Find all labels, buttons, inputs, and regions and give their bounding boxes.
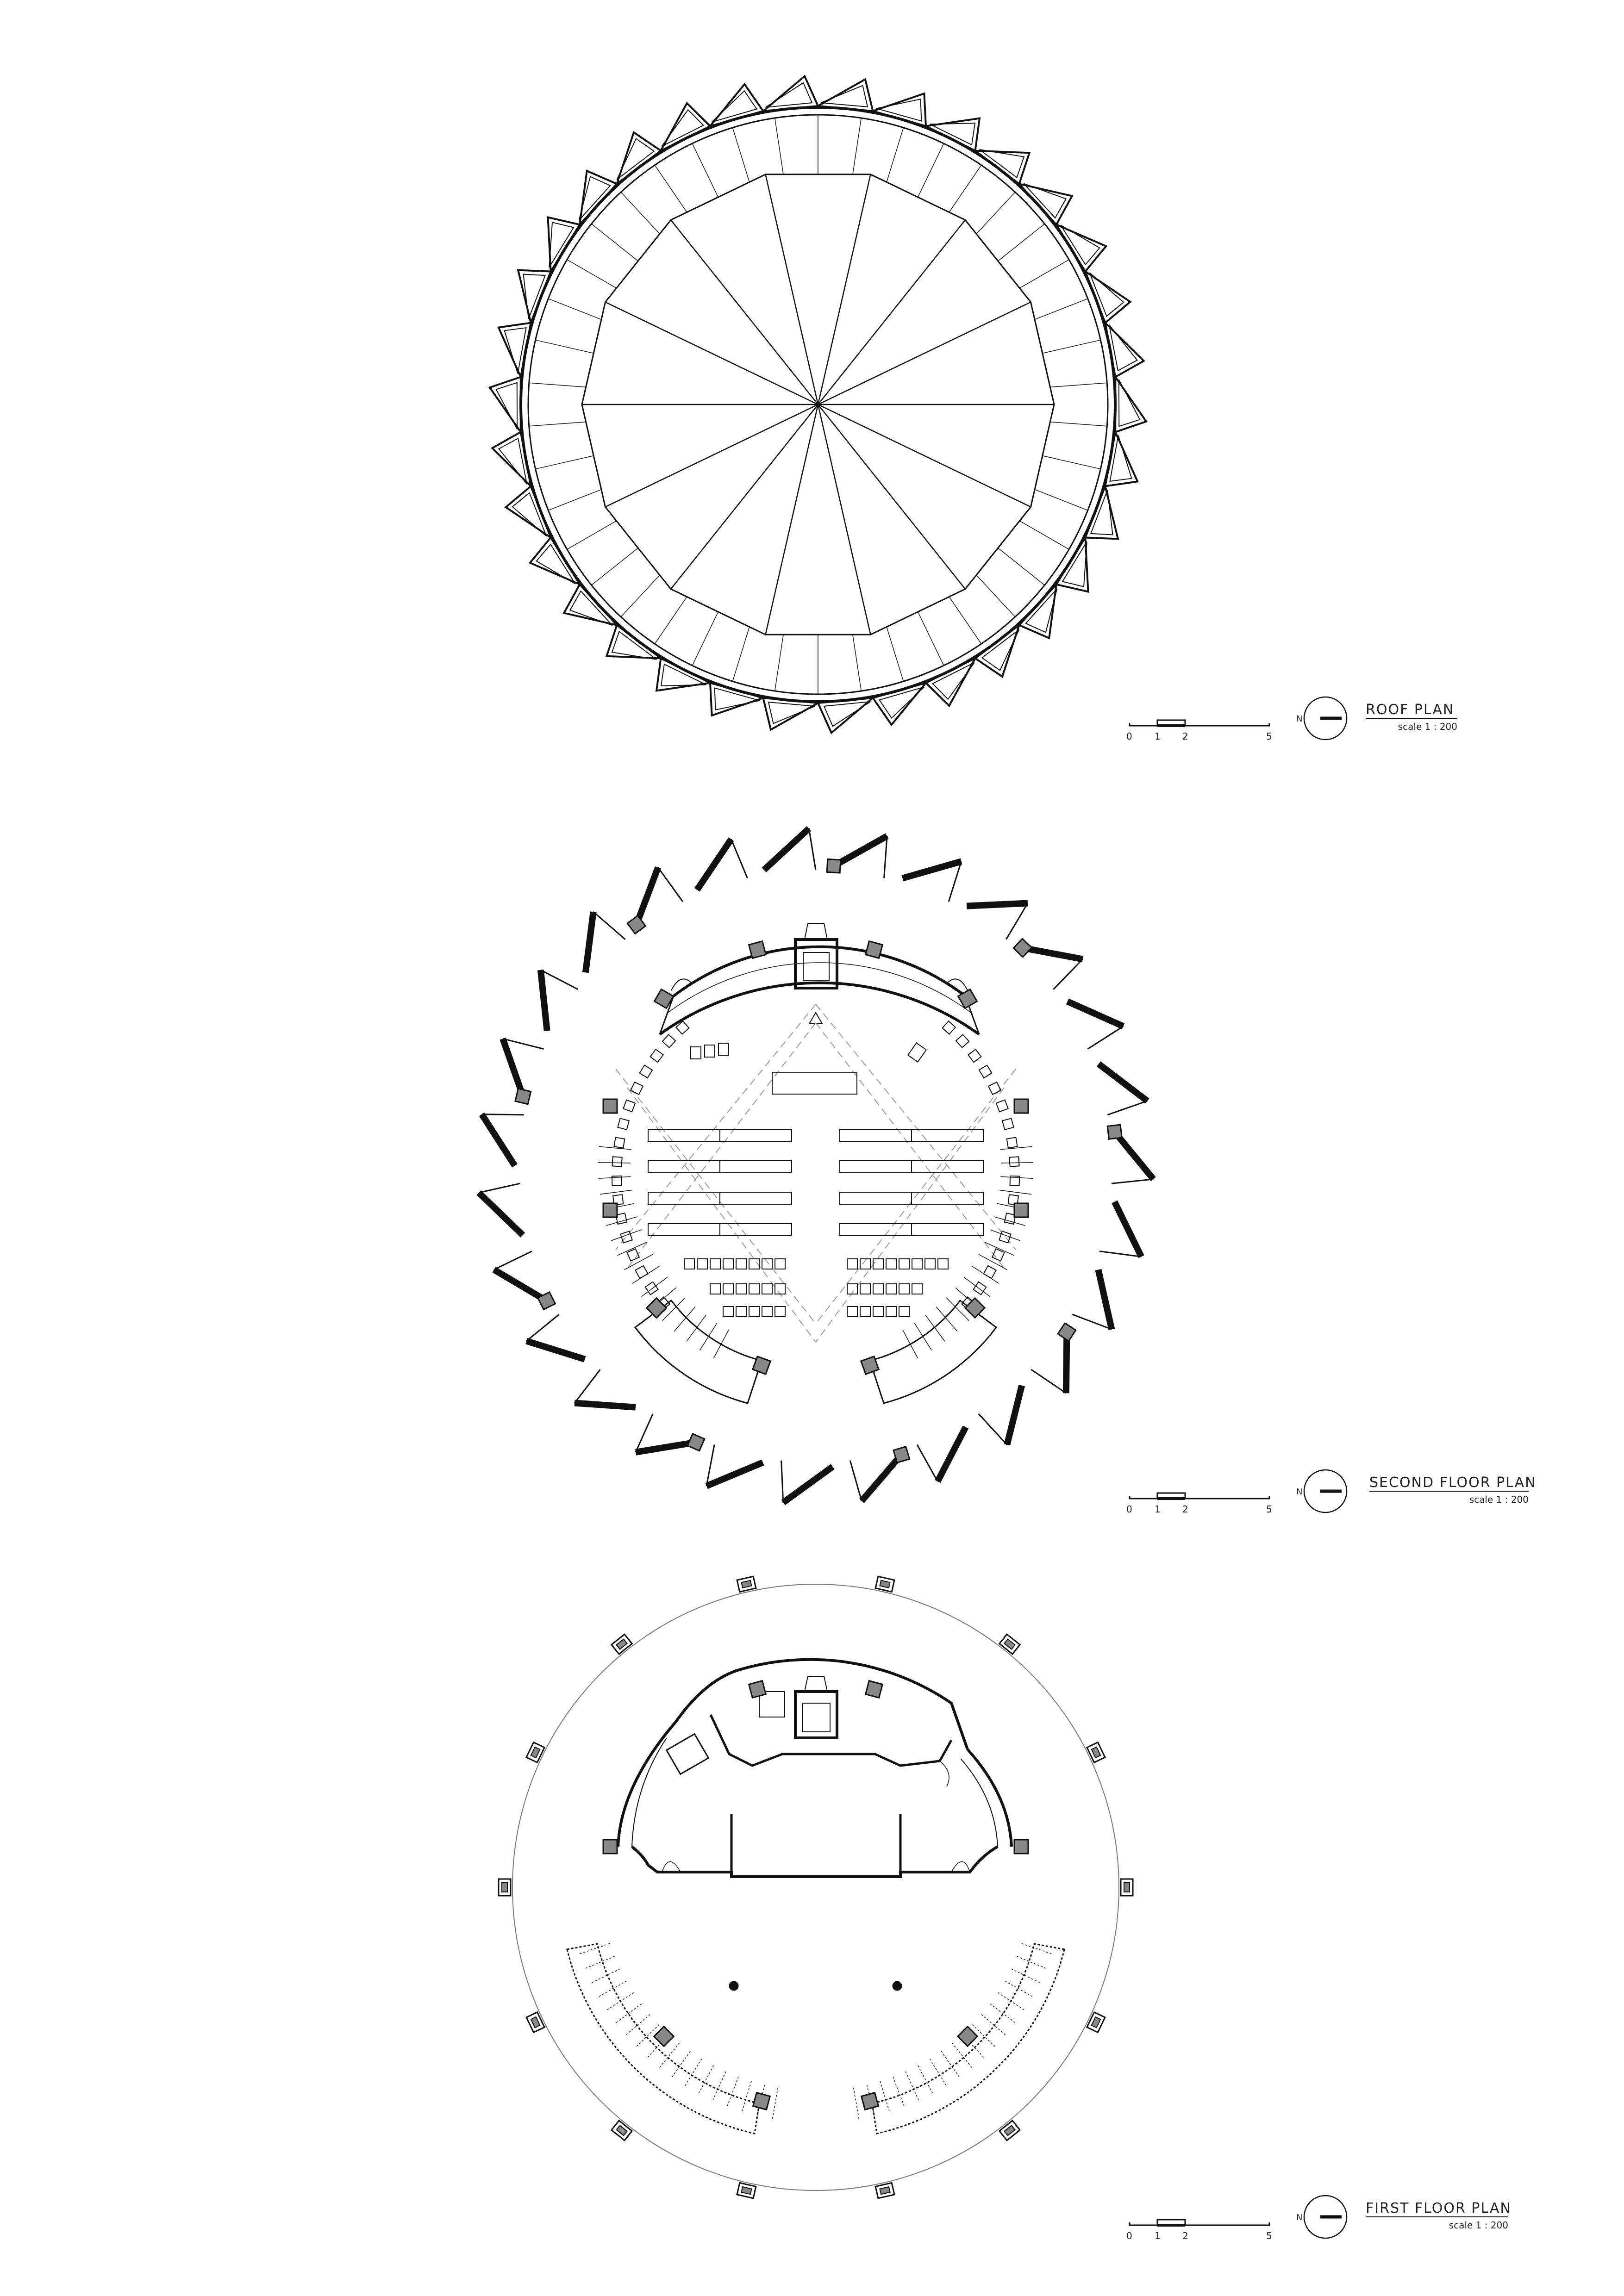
seat (860, 1284, 870, 1294)
column (603, 1840, 617, 1854)
facade-inner-line (1120, 1138, 1148, 1172)
stair-tread (672, 2051, 690, 2078)
roof-rim-division (775, 635, 783, 691)
perimeter-seat (1009, 1157, 1019, 1166)
roof-ridge (818, 404, 1031, 507)
scale-tick-1: 1 (1155, 2230, 1161, 2241)
facade-return (884, 836, 887, 878)
facade-inner-line (701, 846, 726, 884)
roof-rim-division (949, 597, 981, 644)
stair-tread (990, 1230, 1020, 1241)
seat (899, 1284, 909, 1294)
facade-inner-line (1009, 1393, 1020, 1437)
facade-return (1088, 1027, 1124, 1049)
roof-ridge (818, 404, 870, 635)
facade-inner-line (1074, 1004, 1115, 1022)
roof-tooth (1115, 377, 1146, 432)
seat (873, 1259, 883, 1269)
stair-tread (880, 2081, 890, 2112)
stair-tread (599, 1176, 631, 1178)
roof-rim-division (692, 612, 718, 666)
seat (886, 1259, 896, 1269)
scale-tick-1: 1 (1155, 731, 1161, 742)
column (866, 1681, 883, 1698)
first-floor-column-round-right (893, 1982, 901, 1990)
roof-tooth (818, 698, 873, 733)
perimeter-column-core (1124, 1883, 1130, 1892)
stair-tread (952, 2043, 973, 2068)
stair-tread (713, 1330, 729, 1358)
north-arrow-icon (1296, 1470, 1347, 1512)
scale-tick-5: 5 (1266, 2230, 1272, 2241)
roof-plan-scale: scale 1 : 200 (1398, 721, 1457, 732)
first-floor-core-wall-left (618, 1722, 676, 1847)
facade-return (593, 912, 625, 939)
first-floor-plan-scale: scale 1 : 200 (1449, 2220, 1508, 2231)
second-floor-plan-drawing (479, 828, 1153, 1502)
first-floor-stair-treads (579, 1943, 1052, 2119)
stair-tread (972, 1266, 999, 1284)
facade-return (917, 1444, 937, 1481)
roof-ridge (766, 404, 818, 635)
facade-return (494, 1251, 532, 1270)
stair-tread (685, 2059, 702, 2086)
north-label: N (1296, 2213, 1303, 2222)
roof-rim-division (529, 422, 586, 426)
first-floor-corridor-wall (711, 1715, 951, 1766)
second-floor-stair-treads (598, 1146, 1033, 1358)
roof-rim-division (887, 627, 903, 681)
north-arrow-icon (1296, 697, 1347, 740)
facade-inner-line (790, 1472, 827, 1498)
stair-tread (772, 2088, 778, 2120)
roof-rim-division (1043, 456, 1101, 469)
perimeter-seat (650, 1049, 663, 1062)
roof-rim-division (536, 340, 594, 354)
perimeter-seat (956, 1034, 969, 1047)
stair-tread (698, 2066, 713, 2094)
first-floor-column-round-left (730, 1982, 738, 1990)
stair-tread (606, 1217, 637, 1226)
seat (762, 1259, 772, 1269)
seat (860, 1307, 870, 1317)
second-floor-plan-scale: scale 1 : 200 (1469, 1494, 1529, 1505)
facade-inner-line (639, 876, 655, 917)
stair-tread (585, 1956, 615, 1969)
stair-tread (903, 1330, 918, 1358)
facade-return (636, 1414, 653, 1452)
grid-line (816, 1004, 1016, 1250)
facade-column (1013, 939, 1032, 957)
roof-tooth (763, 76, 818, 111)
column (753, 2093, 770, 2110)
roof-ridge (766, 174, 818, 404)
facade-return (809, 828, 816, 870)
perimeter-seat (983, 1266, 996, 1278)
north-arrow-icon (1296, 2196, 1347, 2238)
scale-tick-5: 5 (1266, 731, 1272, 742)
column (1014, 1203, 1028, 1217)
stair-tread (616, 2004, 642, 2023)
scale-tick-1: 1 (1155, 1504, 1161, 1515)
seat (899, 1259, 909, 1269)
stair-tread (999, 1190, 1031, 1195)
roof-rim-division (621, 192, 660, 234)
facade-return (479, 1183, 520, 1193)
second-floor-small-chairs (691, 1043, 926, 1062)
seat (736, 1259, 746, 1269)
column (862, 2093, 879, 2110)
roof-rim-division (1019, 260, 1069, 288)
stair-tread (998, 1992, 1025, 2010)
facade-return (1006, 903, 1028, 940)
roof-rim-division (692, 143, 718, 197)
roof-rim-division (536, 456, 594, 469)
roof-rim-division (949, 165, 981, 212)
stair-tread (893, 2077, 905, 2107)
perimeter-seat (635, 1266, 648, 1278)
perimeter-seat (614, 1138, 625, 1148)
seat (749, 1307, 759, 1317)
second-floor-perimeter-seats (612, 1021, 1019, 1310)
seat (938, 1259, 948, 1269)
stair-tread (854, 2088, 859, 2120)
roof-rim-division (548, 490, 601, 510)
roof-rim-division (567, 260, 617, 288)
seat (723, 1307, 733, 1317)
perimeter-seat (662, 1034, 675, 1047)
seat (886, 1307, 896, 1317)
scale-tick-0: 0 (1126, 731, 1132, 742)
roof-rim-division (775, 118, 783, 174)
stair-tread (1005, 1981, 1033, 1997)
stair-tread (936, 1307, 957, 1332)
stair-tread (727, 2077, 738, 2107)
column (965, 1298, 985, 1318)
roof-rim-division (567, 521, 617, 549)
first-floor-lift-car (802, 1703, 830, 1732)
second-floor-plan-legend (1126, 1470, 1537, 1515)
roof-rim-division (976, 192, 1015, 234)
stair-tread (674, 1307, 695, 1332)
grid-line (627, 1023, 816, 1268)
north-label: N (1296, 714, 1303, 724)
facade-inner-line (506, 1047, 520, 1089)
roof-rim-division (1043, 340, 1101, 354)
scale-bar (1130, 2220, 1269, 2225)
perimeter-seat (979, 1065, 992, 1078)
facade-return (1099, 1251, 1141, 1257)
stair-tread (687, 1315, 706, 1341)
first-floor-door-swing-right (951, 1862, 970, 1873)
seat (847, 1307, 857, 1317)
stair-tread (742, 2081, 751, 2112)
stair-tread (930, 2059, 947, 2086)
column (1014, 1099, 1028, 1113)
roof-rim-division (918, 143, 944, 197)
facade-inner-line (769, 834, 803, 865)
facade-inner-line (840, 840, 880, 862)
seat (873, 1284, 883, 1294)
stair-tread (632, 1266, 660, 1284)
stair-tread (1000, 1176, 1033, 1178)
stair-tread (985, 1242, 1014, 1256)
grid-line (616, 1069, 816, 1324)
seat (723, 1284, 733, 1294)
roof-rim-division (655, 165, 687, 212)
roof-rim-division (853, 635, 861, 691)
first-floor-door-swing-core (940, 1761, 949, 1786)
seat (710, 1259, 720, 1269)
roof-rim-division (1019, 521, 1069, 549)
facade-column (687, 1434, 705, 1451)
scale-tick-0: 0 (1126, 1504, 1132, 1515)
roof-ridge (818, 404, 965, 589)
roof-plan-drawing (490, 76, 1146, 733)
roof-rim-division (1050, 383, 1107, 387)
seat (912, 1284, 922, 1294)
perimeter-column-core (502, 1883, 507, 1892)
roof-rim-division (592, 224, 638, 261)
perimeter-seat (988, 1082, 1001, 1095)
first-floor-lift-shaft (795, 1692, 837, 1738)
facade-inner-line (486, 1122, 510, 1160)
chair (691, 1047, 701, 1059)
facade-return (850, 1461, 862, 1501)
stair-tread (1022, 1943, 1052, 1954)
seat (886, 1284, 896, 1294)
scale-tick-5: 5 (1266, 1504, 1272, 1515)
facade-return (541, 970, 578, 989)
roof-rim-division (732, 627, 749, 681)
second-floor-lectern (772, 1073, 857, 1094)
facade-return (781, 1461, 783, 1503)
roof-rim-division (1050, 422, 1107, 426)
first-floor-perimeter-columns (499, 1576, 1133, 2198)
facade-return (526, 1314, 559, 1341)
facade-return (482, 1114, 524, 1115)
stair-tread (981, 2015, 1006, 2035)
perimeter-seat (943, 1021, 956, 1034)
scale-tick-0: 0 (1126, 2230, 1132, 2241)
seat (847, 1259, 857, 1269)
second-floor-landmark-triangle (809, 1013, 822, 1024)
column (749, 1681, 766, 1698)
roof-ridge (671, 220, 818, 404)
scale-tick-2: 2 (1182, 731, 1188, 742)
roof-rim-division (655, 597, 687, 644)
perimeter-seat (968, 1049, 981, 1062)
roof-plan-legend (1126, 697, 1457, 742)
roof-ridge (671, 404, 818, 589)
facade-return (979, 1414, 1007, 1445)
facade-inner-line (868, 1461, 897, 1494)
seat (723, 1259, 733, 1269)
seat (873, 1307, 883, 1317)
chair (705, 1045, 715, 1057)
grid-line (616, 1004, 816, 1250)
chair (718, 1043, 729, 1055)
roof-rim-division (998, 224, 1045, 261)
second-floor-zigzag-facade (479, 828, 1153, 1502)
stair-tread (700, 1323, 717, 1350)
column (654, 2027, 674, 2046)
facade-inner-line (942, 1434, 962, 1474)
first-floor-outline-circle (512, 1584, 1119, 2190)
facade-return (1107, 1101, 1147, 1115)
facade-inner-line (715, 1466, 756, 1483)
facade-return (1053, 959, 1082, 989)
column (866, 941, 883, 958)
roof-rim-division (548, 299, 601, 319)
second-floor-plan-title: SECOND FLOOR PLAN (1369, 1475, 1537, 1491)
facade-inner-line (501, 1274, 540, 1297)
facade-return (658, 867, 682, 902)
facade-inner-line (1118, 1208, 1138, 1249)
stair-tread (598, 1981, 626, 1997)
perimeter-seat (996, 1100, 1008, 1112)
stair-tread (994, 1217, 1025, 1226)
chair (908, 1043, 926, 1062)
stair-tread (625, 2015, 650, 2035)
stair-tread (914, 1323, 931, 1350)
seat (762, 1284, 772, 1294)
second-floor-seat-grid (684, 1259, 948, 1317)
facade-inner-line (1105, 1068, 1141, 1095)
column (749, 941, 766, 958)
perimeter-seat (1007, 1138, 1018, 1148)
roof-rim-division (918, 612, 944, 666)
stair-tread (918, 2066, 933, 2094)
first-floor-core-base-wall (632, 1847, 998, 1877)
first-floor-door-swing-left (662, 1862, 681, 1873)
seat (912, 1259, 922, 1269)
roof-rim-division (998, 548, 1045, 585)
roof-rim-division (1035, 490, 1088, 510)
seat (775, 1307, 785, 1317)
facade-column (1058, 1323, 1076, 1341)
first-floor-inner-columns (603, 1681, 1028, 2110)
perimeter-seat (631, 1082, 643, 1095)
column (647, 1298, 666, 1318)
stair-tread (611, 1230, 642, 1241)
column (1014, 1840, 1028, 1854)
perimeter-seat (612, 1157, 622, 1166)
seat (736, 1307, 746, 1317)
stair-tread (990, 2004, 1016, 2023)
seat (925, 1259, 935, 1269)
perimeter-seat (618, 1118, 629, 1129)
roof-rim-division (887, 128, 903, 182)
roof-ridge (818, 220, 965, 404)
facade-return (575, 1369, 600, 1403)
scale-tick-2: 2 (1182, 1504, 1188, 1515)
north-label: N (1296, 1487, 1303, 1497)
seat (762, 1307, 772, 1317)
scale-bar (1130, 720, 1269, 726)
scale-bar (1130, 1493, 1269, 1499)
facade-return (1031, 1369, 1066, 1393)
facade-return (1112, 1179, 1154, 1183)
roof-plan-title: ROOF PLAN (1366, 702, 1455, 718)
roof-rim-division (732, 128, 749, 182)
column (603, 1099, 617, 1113)
second-floor-lift-door (805, 923, 827, 940)
roof-ridge (818, 302, 1031, 404)
facade-column (515, 1089, 531, 1104)
facade-column (1107, 1125, 1122, 1139)
stair-tread (712, 2072, 726, 2101)
first-floor-plan-drawing (499, 1576, 1133, 2198)
roof-rim-division (621, 575, 660, 617)
stair-tread (600, 1190, 632, 1195)
column (958, 2027, 977, 2046)
stair-tread (906, 2072, 919, 2101)
seat (710, 1284, 720, 1294)
stair-tread (606, 1992, 634, 2010)
seat (697, 1259, 707, 1269)
first-floor-plan-legend (1126, 2196, 1512, 2241)
perimeter-seat (623, 1100, 635, 1112)
facade-column (627, 915, 645, 933)
seat (775, 1284, 785, 1294)
roof-rim-division (976, 575, 1015, 617)
second-floor-lift-car (803, 952, 829, 980)
stair-tread (617, 1242, 647, 1256)
column (603, 1203, 617, 1217)
first-floor-plan-title: FIRST FLOOR PLAN (1366, 2200, 1512, 2216)
roof-ridge (606, 302, 818, 404)
roof-tooth (490, 377, 521, 432)
roof-rim-division (529, 383, 586, 387)
seat (684, 1259, 694, 1269)
seat (736, 1284, 746, 1294)
roof-ridge (818, 174, 870, 404)
roof-rim-division (1035, 299, 1088, 319)
facade-return (731, 839, 747, 878)
roof-rim-division (592, 548, 638, 585)
facade-inner-line (535, 1344, 577, 1358)
first-floor-wc-block (667, 1734, 709, 1774)
facade-inner-line (910, 864, 953, 876)
seat (749, 1284, 759, 1294)
second-floor-columns (603, 941, 1028, 1375)
facade-column (893, 1447, 910, 1463)
facade-column (827, 859, 841, 873)
stair-tread (659, 2043, 680, 2068)
perimeter-seat (640, 1065, 653, 1078)
stair-tread (941, 2051, 960, 2078)
first-floor-lift-door (805, 1676, 827, 1692)
stair-tread (1017, 1956, 1047, 1969)
roof-rim-division (853, 118, 861, 174)
second-floor-bench-rows (648, 1129, 983, 1236)
seat (899, 1307, 909, 1317)
grid-line (816, 1069, 1016, 1324)
perimeter-seat (1002, 1118, 1013, 1129)
stair-tread (579, 1943, 610, 1954)
facade-inner-line (485, 1199, 517, 1230)
stair-tread (925, 1315, 945, 1341)
first-floor-core-wall-right (968, 1749, 1012, 1847)
grid-line (816, 1023, 1004, 1268)
roof-ridge (606, 404, 818, 507)
scale-tick-2: 2 (1182, 2230, 1188, 2241)
seat (775, 1259, 785, 1269)
